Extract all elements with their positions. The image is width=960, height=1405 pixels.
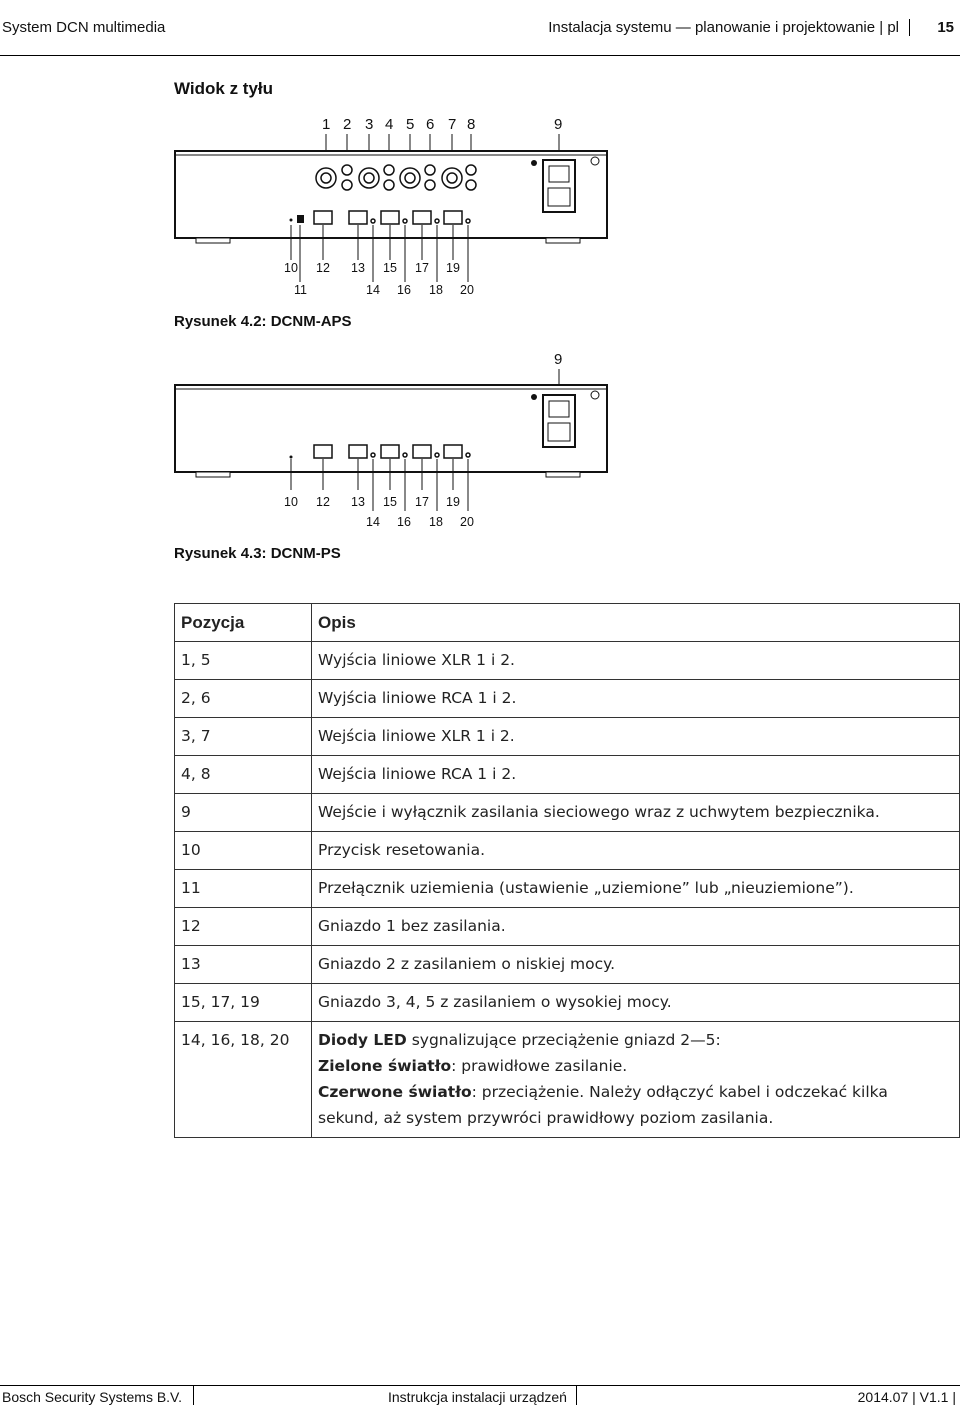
svg-text:13: 13	[351, 261, 365, 275]
svg-text:15: 15	[383, 261, 397, 275]
label-7: 7	[448, 116, 457, 133]
column-header-pozycja: Pozycja	[175, 604, 312, 642]
column-header-opis: Opis	[312, 604, 960, 642]
table-row: 13 Gniazdo 2 z zasilaniem o niskiej mocy.	[175, 946, 960, 984]
ps-bottom-labels	[284, 495, 474, 529]
header-product: System DCN multimedia	[2, 19, 166, 36]
aps-bottom-labels	[284, 261, 474, 297]
svg-text:10: 10	[284, 261, 298, 275]
section-title: Widok z tyłu	[174, 79, 274, 98]
svg-text:14: 14	[366, 283, 380, 297]
footer-company: Bosch Security Systems B.V.	[2, 1389, 182, 1405]
table-row: 10 Przycisk resetowania.	[175, 832, 960, 870]
table-row: 4, 8 Wejścia liniowe RCA 1 i 2.	[175, 756, 960, 794]
svg-text:14: 14	[366, 515, 380, 529]
table-row: 2, 6 Wyjścia liniowe RCA 1 i 2.	[175, 680, 960, 718]
table-row: 15, 17, 19 Gniazdo 3, 4, 5 z zasilaniem o wysokiej mocy.	[175, 984, 960, 1022]
label-4: 4	[385, 116, 394, 133]
figure-caption-ps: Rysunek 4.3: DCNM-PS	[174, 545, 341, 562]
label-2: 2	[343, 116, 352, 133]
page-header	[0, 0, 960, 56]
svg-text:19: 19	[446, 261, 460, 275]
table-row-led: 14, 16, 18, 20 Diody LED sygnalizujące przeciążenie gniazd 2—5: Zielone światło: prawidłowe zasilanie. Czerwone światło: przeciążenie. Należy odłączyć kabel i odczekać kilka sekund, aż system przywróci prawidłowy poziom zasilania.	[175, 1022, 960, 1138]
figure-dcnm-ps	[174, 345, 614, 533]
aps-top-labels	[322, 116, 562, 133]
label-9: 9	[554, 116, 563, 133]
footer-version: 2014.07 | V1.1 |	[857, 1389, 956, 1405]
svg-text:12: 12	[316, 495, 330, 509]
svg-text:13: 13	[351, 495, 365, 509]
dcnm-ps-rear-panel-drawing	[174, 345, 614, 533]
table-row: 1, 5 Wyjścia liniowe XLR 1 i 2.	[175, 642, 960, 680]
svg-text:16: 16	[397, 515, 411, 529]
page-footer	[0, 1385, 960, 1405]
label-3: 3	[365, 116, 374, 133]
label-6: 6	[426, 116, 435, 133]
footer-document: Instrukcja instalacji urządzeń	[388, 1389, 567, 1405]
label-1: 1	[322, 116, 331, 133]
svg-text:19: 19	[446, 495, 460, 509]
figure-caption-aps: Rysunek 4.2: DCNM-APS	[174, 313, 352, 330]
items-table	[174, 603, 960, 1138]
svg-text:16: 16	[397, 283, 411, 297]
ps-label-9: 9	[554, 351, 563, 368]
dcnm-aps-rear-panel-drawing	[174, 110, 614, 302]
svg-text:11: 11	[294, 283, 307, 297]
svg-text:18: 18	[429, 283, 443, 297]
svg-text:18: 18	[429, 515, 443, 529]
table-row: 9 Wejście i wyłącznik zasilania sieciowego wraz z uchwytem bezpiecznika.	[175, 794, 960, 832]
header-chapter: Instalacja systemu — planowanie i projektowanie | pl	[548, 19, 910, 36]
table-row: 11 Przełącznik uziemienia (ustawienie „uziemione” lub „nieuziemione”).	[175, 870, 960, 908]
table-row: 12 Gniazdo 1 bez zasilania.	[175, 908, 960, 946]
figure-dcnm-aps	[174, 110, 614, 302]
svg-text:20: 20	[460, 283, 474, 297]
label-5: 5	[406, 116, 415, 133]
svg-text:17: 17	[415, 495, 429, 509]
svg-text:20: 20	[460, 515, 474, 529]
table-header-row	[175, 604, 960, 642]
svg-text:15: 15	[383, 495, 397, 509]
svg-text:17: 17	[415, 261, 429, 275]
label-8: 8	[467, 116, 476, 133]
svg-text:12: 12	[316, 261, 330, 275]
table-row: 3, 7 Wejścia liniowe XLR 1 i 2.	[175, 718, 960, 756]
svg-text:10: 10	[284, 495, 298, 509]
page-number: 15	[937, 19, 954, 36]
